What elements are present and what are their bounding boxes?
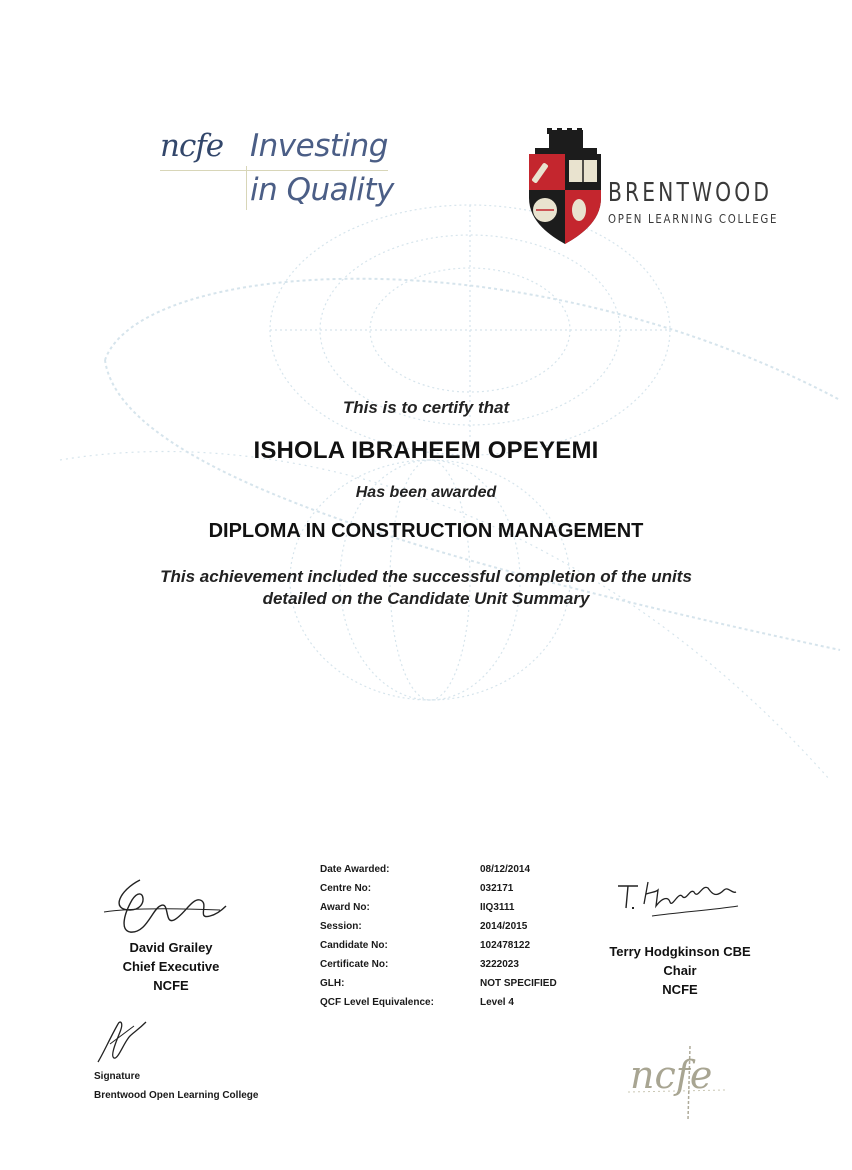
signature-icon [90, 1012, 160, 1068]
detail-label: Certificate No: [320, 959, 389, 970]
ncfe-stamp-icon [626, 1042, 736, 1122]
detail-value: Level 4 [480, 997, 514, 1008]
signatory-left-org: NCFE [153, 978, 189, 993]
brentwood-subtitle: OPEN LEARNING COLLEGE [608, 212, 779, 226]
detail-value: 2014/2015 [480, 921, 528, 932]
signatory-right [600, 942, 760, 999]
detail-label: Session: [320, 921, 362, 932]
svg-text:ncfe: ncfe [630, 1053, 713, 1097]
certify-intro: This is to certify that [342, 398, 510, 417]
detail-value: 032171 [480, 883, 514, 894]
bottom-signature-label: Signature [94, 1071, 141, 1082]
signatory-right-name: Terry Hodgkinson CBE [609, 944, 751, 959]
signatory-left-name: David Grailey [129, 940, 213, 955]
detail-label: Centre No: [320, 883, 372, 894]
recipient-name: ISHOLA IBRAHEEM OPEYEMI [253, 437, 599, 464]
bottom-signature-org: Brentwood Open Learning College [94, 1090, 259, 1101]
signature-icon [612, 874, 742, 934]
signatory-left-title: Chief Executive [122, 959, 220, 974]
detail-value: IIQ3111 [480, 902, 515, 913]
detail-label: Award No: [320, 902, 370, 913]
signatory-left [96, 938, 246, 995]
detail-value: 3222023 [480, 959, 519, 970]
signatory-right-org: NCFE [662, 982, 698, 997]
brentwood-crest-icon [527, 128, 603, 246]
detail-value: NOT SPECIFIED [480, 978, 557, 989]
detail-value: 102478122 [480, 940, 531, 951]
detail-label: QCF Level Equivalence: [320, 997, 434, 1008]
detail-value: 08/12/2014 [480, 864, 531, 875]
detail-label: Candidate No: [320, 940, 388, 951]
achievement-line-1: This achievement included the successful completion of the units [160, 567, 692, 586]
ncfe-logo-mark: ncfe [160, 128, 224, 164]
achievement-line-2: detailed on the Candidate Unit Summary [262, 589, 590, 608]
brentwood-name: BRENTWOOD [608, 178, 773, 208]
signature-icon [100, 870, 230, 940]
ncfe-tagline-line1: Investing [250, 128, 388, 164]
detail-label: Date Awarded: [320, 864, 390, 875]
awarded-text: Has been awarded [355, 484, 497, 501]
ncfe-tagline-line2: in Quality [250, 172, 394, 208]
signatory-right-title: Chair [663, 963, 697, 978]
detail-label: GLH: [320, 978, 345, 989]
qualification-title: DIPLOMA IN CONSTRUCTION MANAGEMENT [208, 520, 644, 542]
